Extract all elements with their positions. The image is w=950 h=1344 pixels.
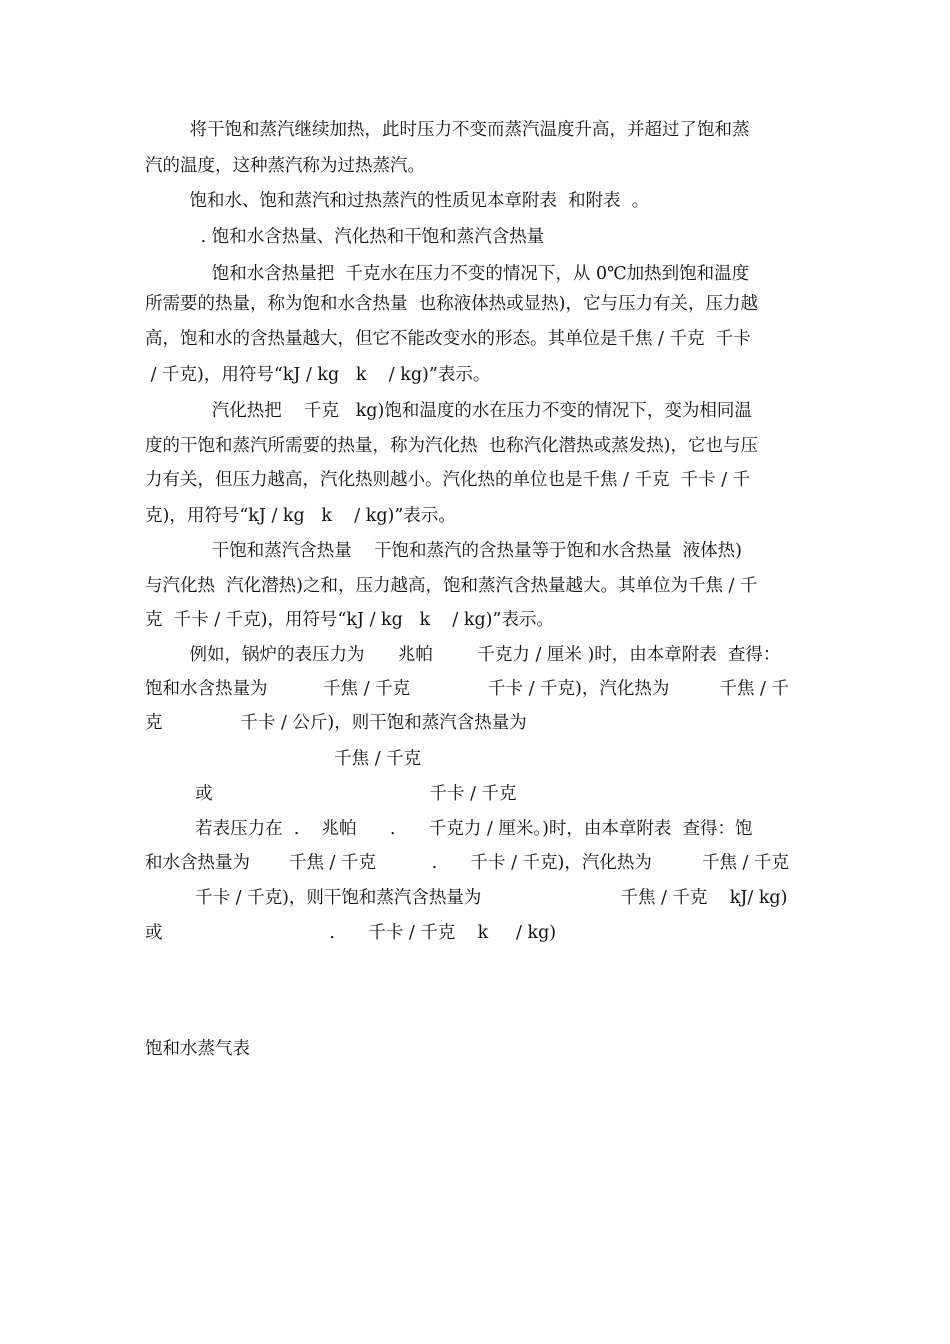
text-line: 高，饱和水的含热量越大，但它不能改变水的形态。其单位是千焦 / 千克 千卡 [145, 329, 751, 349]
text-line: 和水含热量为 千焦 / 千克 . 千卡 / 千克)，汽化热为 千焦 / 千克 [145, 853, 789, 873]
text-line: 将干饱和蒸汽继续加热，此时压力不变而蒸汽温度升高，并超过了饱和蒸 [145, 120, 750, 140]
text-line: / 千克)，用符号“kJ / kg k / kg)”表示。 [145, 365, 491, 385]
text-line: 度的干饱和蒸汽所需要的热量，称为汽化热 也称汽化潜热或蒸发热)，它也与压 [145, 436, 758, 456]
text-line: 汽化热把 千克 kg)饱和温度的水在压力不变的情况下，变为相同温 [145, 401, 752, 421]
text-line: 饱和水含热量为 千焦 / 千克 千卡 / 千克)，汽化热为 千焦 / 千 [145, 679, 789, 699]
text-line: 干饱和蒸汽含热量 干饱和蒸汽的含热量等于饱和水含热量 液体热) [145, 541, 742, 561]
text-line: 饱和水含热量把 千克水在压力不变的情况下，从 0℃加热到饱和温度 [145, 264, 750, 284]
text-line: 力有关，但压力越高，汽化热则越小。汽化热的单位也是千焦 / 千克 千卡 / 千 [145, 470, 751, 490]
text-line: 汽的温度，这种蒸汽称为过热蒸汽。 [145, 156, 425, 176]
text-line: 千卡 / 千克)，则干饱和蒸汽含热量为 千焦 / 千克 kJ/ kg) [145, 888, 788, 908]
text-line: 所需要的热量，称为饱和水含热量 也称液体热或显热)，它与压力有关，压力越 [145, 294, 758, 314]
text-line: 例如，锅炉的表压力为 兆帕 千克力 / 厘米 )时，由本章附表 查得： [145, 645, 781, 665]
text-line: 或 . 千卡 / 千克 k / kg) [145, 923, 557, 943]
text-line: 若表压力在 . 兆帕 . 千克力 / 厘米。)时，由本章附表 查得：饱 [145, 819, 753, 839]
text-line: 克 千卡 / 公斤)，则干饱和蒸汽含热量为 [145, 713, 527, 733]
text-line: 饱和水、饱和蒸汽和过热蒸汽的性质见本章附表 和附表 。 [145, 191, 650, 211]
formula-line: 或 千卡 / 千克 [145, 784, 517, 804]
formula-line: 千焦 / 千克 [145, 749, 422, 769]
text-line: 克)，用符号“kJ / kg k / kg)”表示。 [145, 506, 456, 526]
section-heading: . 饱和水含热量、汽化热和干饱和蒸汽含热量 [145, 227, 545, 247]
table-caption: 饱和水蒸气表 [145, 1039, 250, 1059]
text-line: 克 千卡 / 千克)，用符号“kJ / kg k / kg)”表示。 [145, 610, 554, 630]
text-line: 与汽化热 汽化潜热)之和，压力越高，饱和蒸汽含热量越大。其单位为千焦 / 千 [145, 576, 758, 596]
